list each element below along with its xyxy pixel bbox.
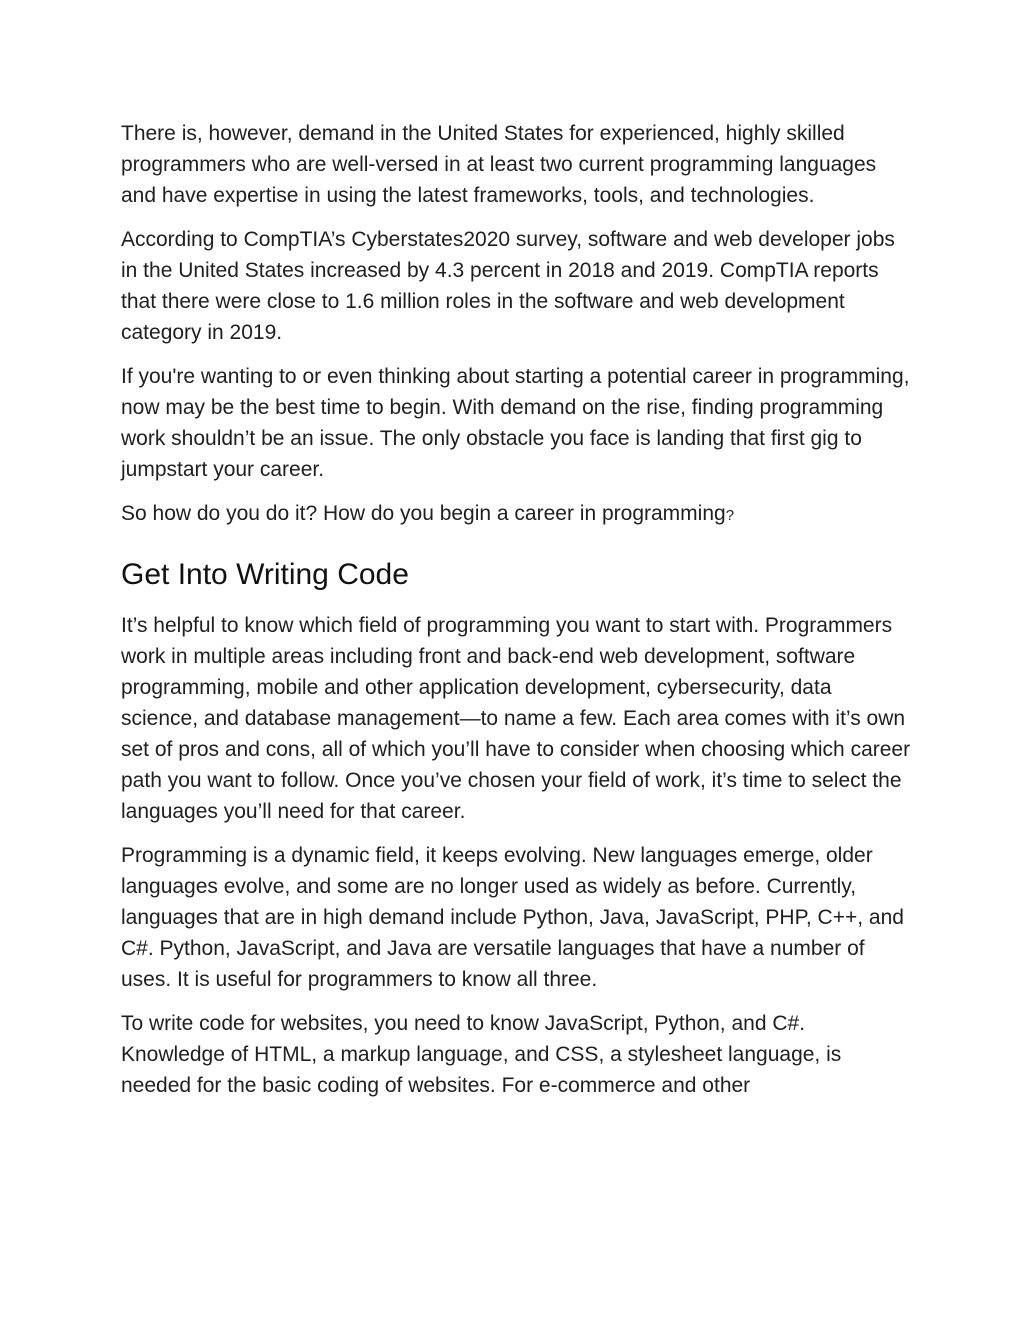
paragraph-web-code: To write code for websites, you need to know JavaScript, Python, and C#. Knowledge of HTML, a markup language, and CSS, a stylesheet language, is needed for the basic coding of websites. For e-commerce and other: [121, 1012, 842, 1097]
paragraph-career-start: If you're wanting to or even thinking about starting a potential career in programming, now may be the best time to begin. With demand on the rise, finding programming work shouldn’t be an issue. The only obstacle you face is landing that first gig to jumpstart your career.: [121, 365, 910, 481]
paragraph-fields: It’s helpful to know which field of programming you want to start with. Programmers work in multiple areas including front and back-end web development, software programming, mobile and other application development, cybersecurity, data science, and database management—to name a few. Each area comes with it’s own set of pros and cons, all of which you’ll have to consider when choosing which career path you want to follow. Once you’ve chosen your field of work, it’s time to select the languages you’ll need for that career.: [121, 614, 911, 823]
paragraph-demand: There is, however, demand in the United States for experienced, highly skilled programmers who are well-versed in at least two current programming languages and have expertise in using the latest frameworks, tools, and technologies.: [121, 122, 877, 207]
paragraph-languages: Programming is a dynamic field, it keeps evolving. New languages emerge, older languages evolve, and some are no longer used as widely as before. Currently, languages that are in high demand include Python, Java, JavaScript, PHP, C++, and C#. Python, JavaScript, and Java are versatile languages that have a number of uses. It is useful for programmers to know all three.: [121, 844, 904, 991]
section-heading: Get Into Writing Code: [121, 558, 409, 591]
document-body: [121, 118, 911, 1114]
paragraph-question: [121, 498, 911, 531]
paragraph-comptia: According to CompTIA’s Cyberstates2020 survey, software and web developer jobs in the United States increased by 4.3 percent in 2018 and 2019. CompTIA reports that there were close to 1.6 million roles in the software and web development category in 2019.: [121, 228, 895, 344]
question-text: So how do you do it? How do you begin a career in programming: [121, 502, 726, 525]
question-mark: ?: [725, 507, 735, 524]
